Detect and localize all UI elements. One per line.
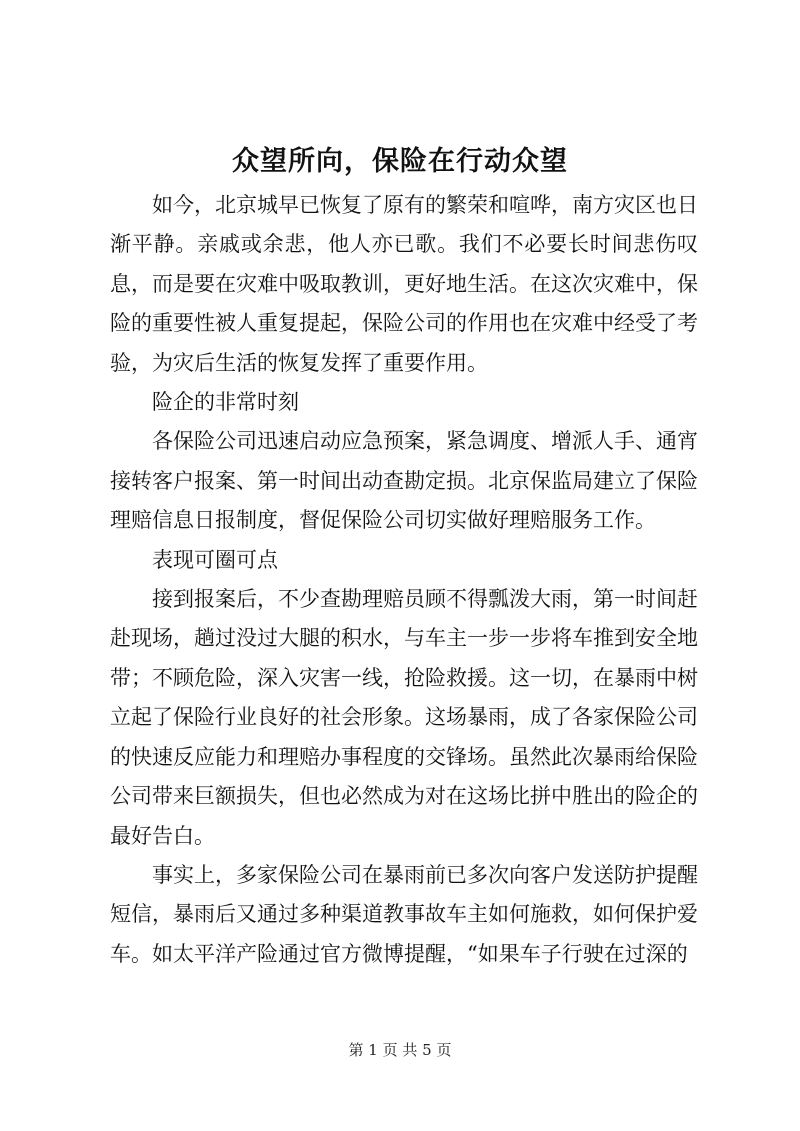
- paragraph: 各保险公司迅速启动应急预案，紧急调度、增派人手、通宵接转客户报案、第一时间出动查勘定损。北京保监局建立了保险理赔信息日报制度，督促保险公司切实做好理赔服务工作。: [110, 429, 698, 533]
- document-title: 众望所向，保险在行动众望: [232, 146, 568, 177]
- paragraph: 如今，北京城早已恢复了原有的繁荣和喧哗，南方灾区也日渐平静。亲戚或余悲，他人亦已歌。我们不必要长时间悲伤叹息，而是要在灾难中吸取教训，更好地生活。在这次灾难中，保险的重要性被人重复提起，保险公司的作用也在灾难中经受了考验，为灾后生活的恢复发挥了重要作用。: [110, 193, 698, 375]
- page-footer: 第 1 页 共 5 页: [348, 1041, 452, 1059]
- paragraph: 接到报案后，不少查勘理赔员顾不得瓢泼大雨，第一时间赶赴现场，趟过没过大腿的积水，与车主一步一步将车推到安全地带；不顾危险，深入灾害一线，抢险救援。这一切，在暴雨中树立起了保险行业良好的社会形象。这场暴雨，成了各家保险公司的快速反应能力和理赔办事程度的交锋场。虽然此次暴雨给保险公司带来巨额损失，但也必然成为对在这场比拼中胜出的险企的最好告白。: [110, 587, 698, 848]
- section-heading: 险企的非常时刻: [152, 390, 299, 415]
- section-heading: 表现可圈可点: [152, 547, 278, 572]
- paragraph: 事实上，多家保险公司在暴雨前已多次向客户发送防护提醒短信，暴雨后又通过多种渠道教事故车主如何施救，如何保护爱车。如太平洋产险通过官方微博提醒，“如果车子行驶在过深的: [110, 862, 698, 966]
- document-body: [110, 186, 698, 974]
